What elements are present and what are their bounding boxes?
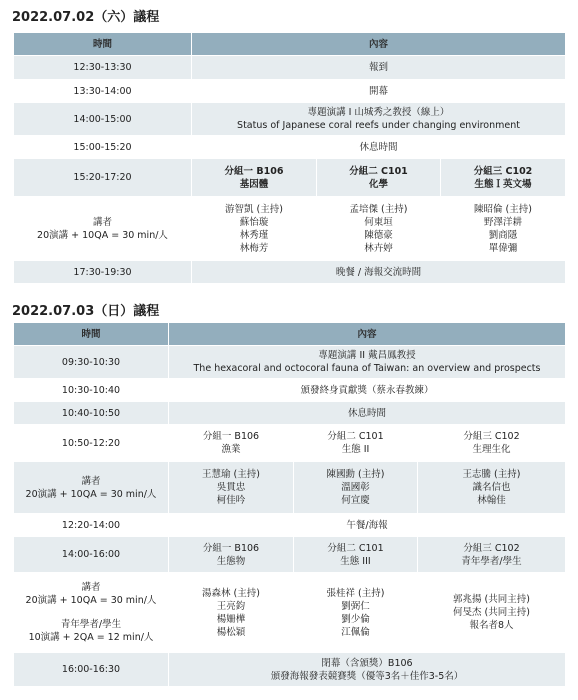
table-row [14,402,566,425]
keynote-cell [169,346,566,379]
group1-cell [192,159,317,197]
row-content: 休息時間 [169,402,566,425]
speaker-name: 劉少倫 [341,613,370,625]
day1-schedule-table [13,32,566,284]
keynote-title: 專題演講 I 山城秀之教授（線上） [307,107,450,118]
speaker-name: 劉商隱 [488,229,518,241]
group-room: 分組一 B106 [202,542,260,554]
row-time: 10:50-12:20 [14,425,169,462]
keynote-cell [192,103,566,136]
row-time: 13:30-14:00 [14,80,192,103]
group-topic: 青年學者/學生 [461,555,522,567]
table-row [14,573,566,653]
speaker-name: 何宣慶 [341,495,370,506]
speaker-name: 吳貫忠 [216,482,246,493]
group2-speakers [294,573,418,653]
table-row [14,653,566,687]
group3-cell [418,537,566,573]
row-content: 晚餐 / 海報交流時間 [192,261,566,284]
table-header-row [14,33,566,56]
row-time: 12:30-13:30 [14,56,192,80]
row-content: 午餐/海報 [169,514,566,537]
speaker-name: 陳德豪 [364,229,393,241]
group3-speakers [418,573,566,653]
group1-cell [169,425,294,462]
closing-subtitle: 頒發海報發表競賽獎（優等3名＋佳作3-5名） [270,670,464,682]
speaker-name: 湯森林 (主持) [202,587,260,599]
group-room: 分組三 C102 [463,431,520,442]
group3-speakers [441,197,566,261]
speaker-name: 王亮鈞 [216,600,246,612]
group-room: 分組三 C102 [463,542,520,554]
speaker-label: 講者 [81,475,101,487]
speaker-name: 溫國彰 [341,482,370,493]
group-room: 分組二 C101 [327,542,384,554]
table-row [14,136,566,159]
speaker-name: 郭兆揚 (共同主持) [453,594,530,605]
table-row [14,462,566,514]
group-topic: 生態 III [340,555,371,567]
row-time: 10:30-10:40 [14,379,169,402]
table-row [14,425,566,462]
row-content: 頒發終身貢獻獎（蔡永春教練） [169,379,566,402]
table-row [14,56,566,80]
group1-speakers [192,197,317,261]
table-row [14,537,566,573]
group-room: 分組三 C102 [473,165,533,177]
table-row [14,80,566,103]
speaker-name: 陳國勳 (主持) [326,469,385,480]
row-content: 開幕 [192,80,566,103]
row-time: 14:00-16:00 [14,537,169,573]
group-topic: 基因體 [239,178,269,190]
group-topic: 化學 [368,178,388,190]
group2-speakers [294,462,418,514]
table-header-row [14,323,566,346]
table-row [14,197,566,261]
speaker-label-cell [14,197,192,261]
group1-cell [169,537,294,573]
speaker-name: 游智凱 (主持) [225,203,283,215]
group2-cell [317,159,441,197]
day1-title: 2022.07.02（六）議程 [12,10,160,25]
row-content: 休息時間 [192,136,566,159]
speaker-name: 林梅芳 [239,242,269,254]
row-time: 16:00-16:30 [14,653,169,687]
group3-cell [418,425,566,462]
header-content: 內容 [192,33,566,56]
group-room: 分組一 B106 [224,165,284,177]
speaker-name: 張桂祥 (主持) [326,587,385,599]
speaker-name: 柯佳吟 [216,495,246,506]
header-content: 內容 [169,323,566,346]
group-topic: 生態物 [216,555,246,567]
group-topic: 生理生化 [472,444,511,455]
row-time: 12:20-14:00 [14,514,169,537]
speaker-rule: 10演講 + 2QA = 12 min/人 [28,632,154,643]
speaker-name: 王慧瑜 (主持) [202,469,260,480]
table-row [14,379,566,402]
group3-cell [441,159,566,197]
closing-title: 閉幕（含頒獎）B106 [321,657,413,669]
speaker-rule: 20演講 + 10QA = 30 min/人 [25,488,157,500]
row-time: 10:40-10:50 [14,402,169,425]
speaker-name: 何東垣 [364,216,393,228]
speaker-name: 單偉彌 [488,242,518,254]
group-topic: 漁業 [221,444,241,455]
closing-cell [169,653,566,687]
speaker-name: 江佩倫 [341,626,370,638]
table-row [14,261,566,284]
speaker-name: 野澤洋耕 [484,216,523,228]
group2-cell [294,425,418,462]
row-time: 09:30-10:30 [14,346,169,379]
table-row [14,103,566,136]
speaker-name: 陳昭倫 (主持) [474,203,532,215]
group-room: 分組一 B106 [202,431,260,442]
speaker-name: 林秀瑾 [239,229,269,241]
speaker-rule: 20演講 + 10QA = 30 min/人 [25,595,157,606]
keynote-subtitle: Status of Japanese coral reefs under changing environment [237,120,520,131]
day2-schedule-table [13,322,566,687]
group3-speakers [418,462,566,514]
group-room: 分組二 C101 [349,165,408,177]
speaker-label: 青年學者/學生 [60,619,122,630]
speaker-name: 劉弼仁 [341,600,370,612]
speaker-name: 何旻杰 (共同主持) [453,607,530,618]
keynote-title: 專題演講 II 戴昌鳳教授 [318,350,416,361]
speaker-name: 王志騰 (主持) [462,469,521,480]
speaker-label-cell [14,462,169,514]
speaker-name: 孟培傑 (主持) [349,203,408,215]
speaker-name: 楊姍樺 [216,613,246,625]
speaker-name: 楊松穎 [216,626,246,638]
group2-speakers [317,197,441,261]
speaker-name: 林翰佳 [477,495,506,506]
speaker-label: 講者 [81,582,101,593]
group1-speakers [169,462,294,514]
header-time: 時間 [14,33,192,56]
row-time: 15:00-15:20 [14,136,192,159]
keynote-subtitle: The hexacoral and octocoral fauna of Taiwan: an overview and prospects [193,363,541,374]
row-time: 14:00-15:00 [14,103,192,136]
table-row [14,159,566,197]
speaker-name: 林卉婷 [364,242,393,254]
row-time: 15:20-17:20 [14,159,192,197]
group-room: 分組二 C101 [327,431,384,442]
table-row [14,346,566,379]
row-content: 報到 [192,56,566,80]
speaker-label: 講者 [92,216,112,228]
group-topic: 生態 II [341,444,370,455]
row-time: 17:30-19:30 [14,261,192,284]
group-topic: 生態Ｉ英文場 [474,178,532,190]
table-row [14,514,566,537]
day2-title: 2022.07.03（日）議程 [12,304,160,319]
group1-speakers [169,573,294,653]
speaker-name: 報名者8人 [469,620,514,631]
header-time: 時間 [14,323,169,346]
speaker-rule: 20演講 + 10QA = 30 min/人 [37,229,168,241]
speaker-name: 識名信也 [472,482,511,493]
group2-cell [294,537,418,573]
speaker-name: 蘇怡璇 [239,216,269,228]
speaker-label-cell [14,573,169,653]
